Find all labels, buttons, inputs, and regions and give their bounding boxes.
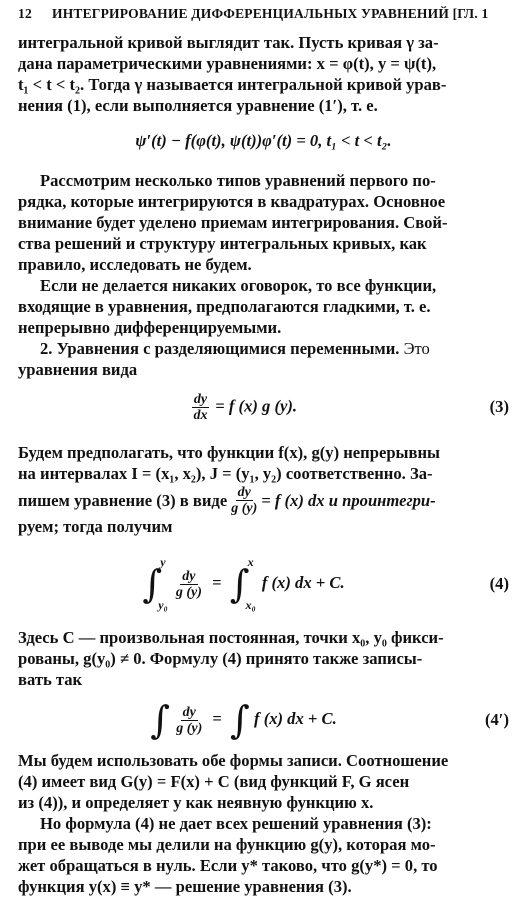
text-line: из (4)), и определяет y как неявную функцию x.: [18, 793, 374, 812]
text-line: Рассмотрим несколько типов уравнений первого по-: [40, 171, 436, 190]
text-line: Здесь C — произвольная постоянная, точки x₀, y₀ фикси-: [18, 628, 444, 647]
text-line: входящие в уравнения, предполагаются гладкими, т. е.: [18, 297, 431, 316]
equation-label: (4): [489, 574, 509, 593]
equation-4: [18, 547, 509, 621]
paragraph-assume: [18, 442, 509, 537]
page-number: 12: [18, 6, 32, 21]
fraction-dy-dx: $\frac{dy}{dx}$: [193, 391, 208, 423]
paragraph-smooth: [18, 275, 509, 338]
text-line: при ее выводе мы делили на функцию g(y), которая мо-: [18, 835, 436, 854]
integral-sign: ∫ y y₀: [142, 555, 168, 612]
text-line: рованы, g(y₀) ≠ 0. Формулу (4) принято также записы-: [18, 649, 423, 668]
equation-body: ∫ y y₀ $\frac{dy}{g (y)}$ = ∫ x x₀ f (x) dx + C.: [142, 555, 345, 612]
paragraph-integral-curve: [18, 32, 509, 116]
text-line: Будем предполагать, что функции f(x), g(y) непрерывны: [18, 443, 440, 462]
section-title: 2. Уравнения с разделяющимися переменными.: [40, 339, 400, 358]
section-heading-separable: [18, 338, 509, 380]
text-line: руем; тогда получим: [18, 517, 173, 536]
paragraph-constant: [18, 627, 509, 690]
fraction-dy-gy: $\frac{dy}{g (y)}$: [175, 568, 202, 600]
text-line: непрерывно дифференцируемыми.: [18, 318, 282, 337]
text-line: на интервалах I = (x₁, x₂), J = (y₁, y₂) соответственно. За-: [18, 464, 433, 483]
section-text: Это: [399, 339, 430, 358]
integral-sign: ∫ x x₀: [229, 555, 256, 612]
paragraph-forms: [18, 750, 509, 813]
text-line: Но формула (4) не дает всех решений уравнения (3):: [40, 814, 432, 833]
fraction-dy-gy: $\frac{dy}{g (y)}$: [231, 484, 258, 516]
equation-label: (4′): [484, 710, 509, 729]
text-line: t₁ < t < t₂. Тогда γ называется интегральной кривой урав-: [18, 75, 447, 94]
equation-psi: [18, 126, 509, 156]
text-line: уравнения вида: [18, 360, 138, 379]
equation-3: [18, 386, 509, 428]
paragraph-types: [18, 170, 509, 275]
equation-body: ∫ $\frac{dy}{g (y)}$ = ∫ f (x) dx + C.: [150, 698, 337, 742]
text-line: Мы будем использовать обе формы записи. Соотношение: [18, 751, 449, 770]
text-line: вать так: [18, 670, 83, 689]
text-line: жет обращаться в нуль. Если y* таково, что g(y*) = 0, то: [18, 856, 438, 875]
text-line: пишем уравнение (3) в виде $\frac{dy}{g (y)}$ = f (x) dx и проинтегри-: [18, 484, 436, 516]
text-line: функция y(x) ≡ y* — решение уравнения (3).: [18, 877, 352, 896]
page-header: [18, 6, 509, 32]
text-line: дана параметрическими уравнениями: x = φ(t), y = ψ(t),: [18, 54, 437, 73]
text-line: внимание будет уделено приемам интегрирования. Свой-: [18, 213, 448, 232]
integral-sign: ∫: [150, 698, 171, 742]
text-line: ства решений и структуру интегральных кривых, как: [18, 234, 427, 253]
equation-label: (3): [489, 397, 509, 416]
text-line: рядка, которые интегрируются в квадратурах. Основное: [18, 192, 446, 211]
text-line: нения (1), если выполняется уравнение (1′), т. е.: [18, 96, 378, 115]
equation-4-prime: [18, 696, 509, 744]
equation-body: $\frac{dy}{dx}$ = f (x) g (y).: [193, 391, 298, 423]
text-line: правило, исследовать не будем.: [18, 255, 252, 274]
text-line: Если не делается никаких оговорок, то все функции,: [40, 276, 437, 295]
paragraph-not-all-solutions: [18, 813, 509, 897]
fraction-dy-gy: $\frac{dy}{g (y)}$: [176, 704, 203, 736]
equation-body: ψ′(t) − f(φ(t), ψ(t))φ′(t) = 0, t₁ < t < t₂.: [135, 131, 392, 150]
running-title: ИНТЕГРИРОВАНИЕ ДИФФЕРЕНЦИАЛЬНЫХ УРАВНЕНИЙ [ГЛ. 1: [52, 6, 489, 21]
text-line: (4) имеет вид G(y) = F(x) + C (вид функций F, G ясен: [18, 772, 410, 791]
integral-sign: ∫: [230, 698, 250, 742]
text-line: интегральной кривой выглядит так. Пусть кривая γ за-: [18, 33, 439, 52]
